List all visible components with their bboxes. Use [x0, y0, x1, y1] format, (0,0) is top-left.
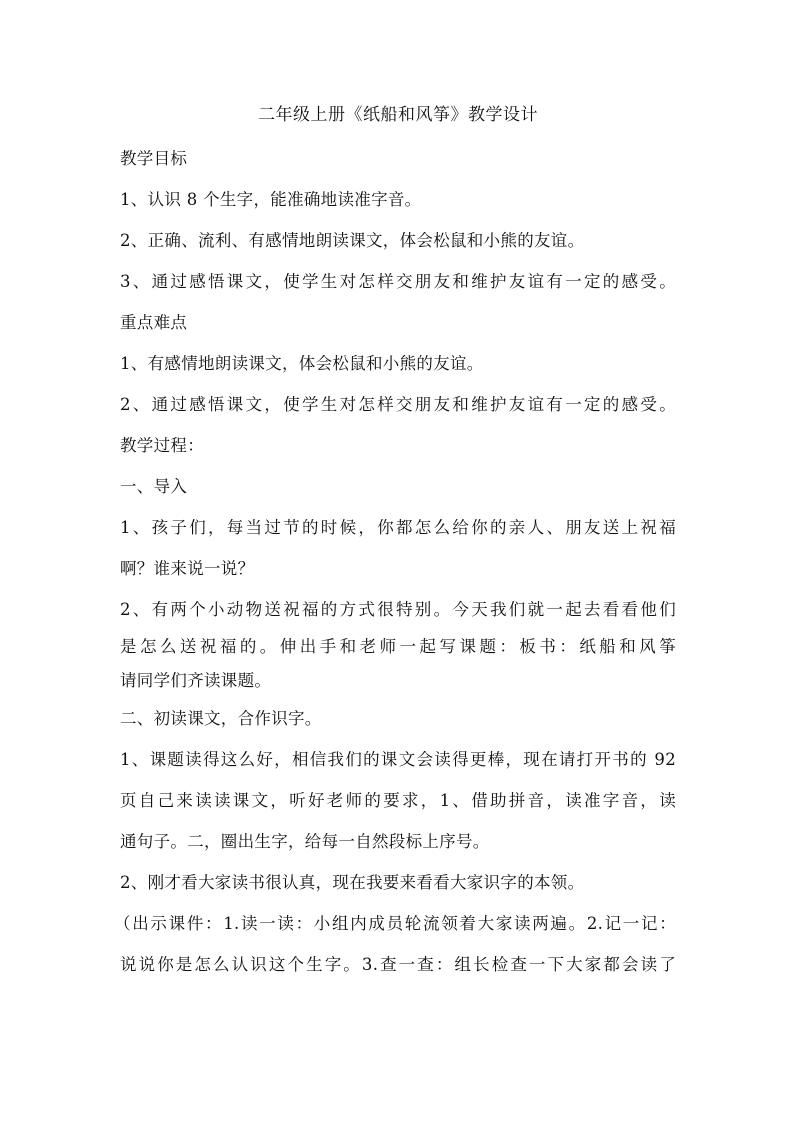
section-heading-objectives: 教学目标 [120, 149, 188, 168]
paragraph-line: 页自己来读读课文，听好老师的要求，1、借助拼音，读准字音，读 [120, 791, 676, 810]
objective-2: 2、正确、流利、有感情地朗读课文，体会松鼠和小熊的友谊。 [120, 231, 585, 250]
paragraph-line: 通句子。二，圈出生字，给每一自然段标上序号。 [120, 832, 490, 851]
paragraph-line: 啊？谁来说一说？ [120, 559, 255, 578]
paragraph-line: 请同学们齐读课题。 [120, 671, 272, 690]
document-title: 二年级上册《纸船和风筝》教学设计 [258, 105, 538, 125]
paragraph-line: 是怎么送祝福的。伸出手和老师一起写课题：板书：纸船和风筝 [120, 637, 676, 656]
document-body [114, 100, 676, 985]
paragraph-line: 2、刚才看大家读书很认真，现在我要来看看大家识字的本领。 [120, 873, 585, 892]
subheading-introduction: 一、导入 [120, 477, 188, 496]
subheading-first-reading: 二、初读课文，合作识字。 [120, 709, 322, 728]
paragraph-line: 2、有两个小动物送祝福的方式很特别。今天我们就一起去看看他们 [120, 600, 676, 619]
objective-1: 1、认识 8 个生字，能准确地读准字音。 [120, 190, 422, 209]
key-point-2: 2、通过感悟课文，使学生对怎样交朋友和维护友谊有一定的感受。 [120, 395, 676, 414]
section-heading-process: 教学过程： [120, 436, 204, 455]
paragraph-line: 说说你是怎么认识这个生字。3.查一查：组长检查一下大家都会读了 [120, 955, 676, 974]
objective-3: 3、通过感悟课文，使学生对怎样交朋友和维护友谊有一定的感受。 [120, 272, 676, 291]
paragraph-line: （出示课件：1.读一读：小组内成员轮流领着大家读两遍。2.记一记： [114, 914, 676, 933]
paragraph-line: 1、课题读得这么好，相信我们的课文会读得更棒，现在请打开书的 92 [120, 750, 676, 769]
section-heading-key-points: 重点难点 [120, 313, 188, 332]
key-point-1: 1、有感情地朗读课文，体会松鼠和小熊的友谊。 [120, 354, 484, 373]
paragraph-line: 1、孩子们，每当过节的时候，你都怎么给你的亲人、朋友送上祝福 [120, 518, 676, 537]
